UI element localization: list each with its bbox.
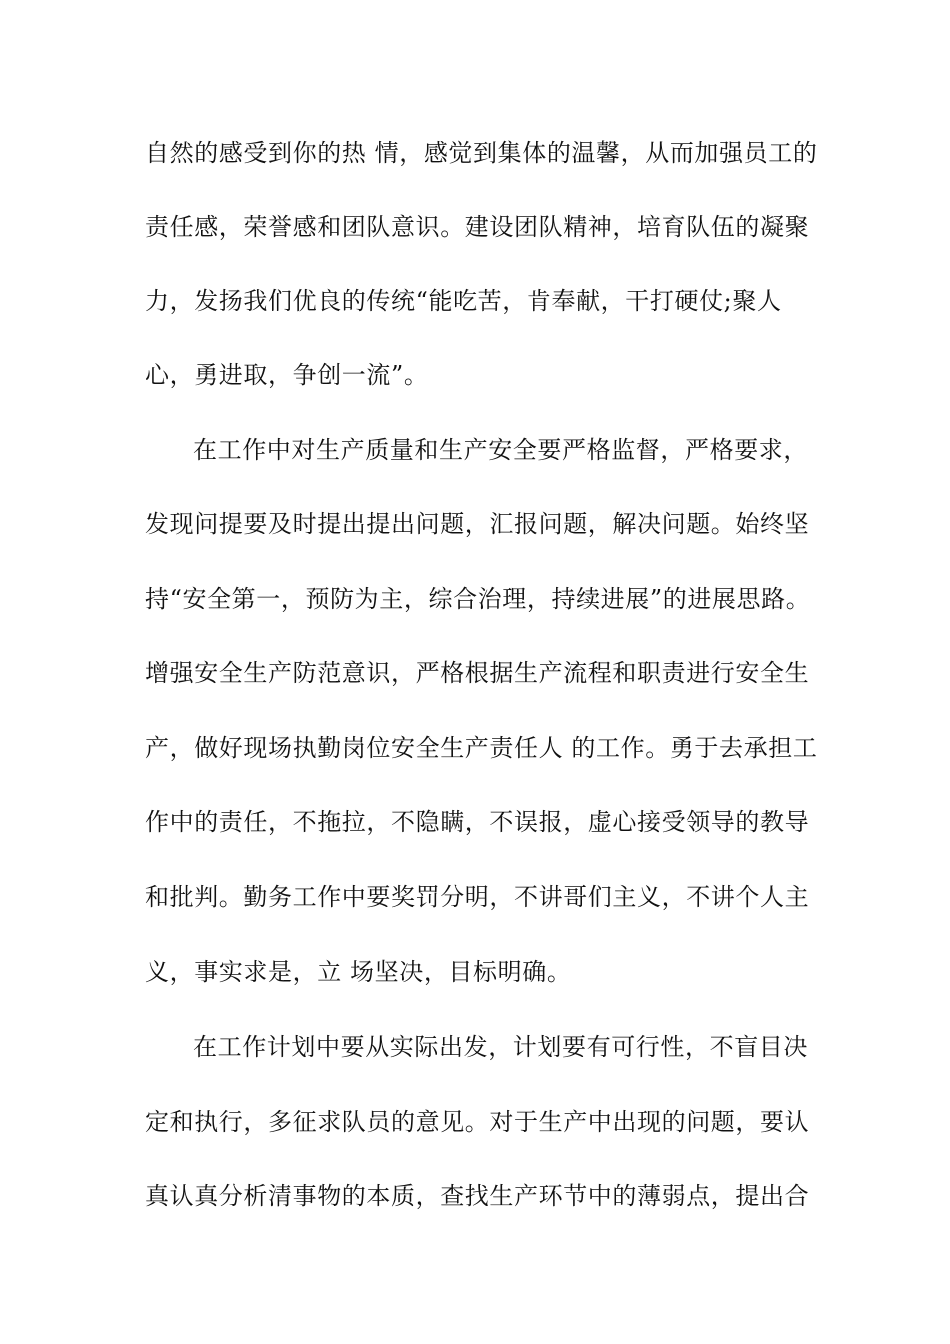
body-text-line: 产，做好现场执勤岗位安全生产责任人 的工作。勇于去承担工 <box>145 734 818 762</box>
body-text-line: 义，事实求是，立 场坚决，目标明确。 <box>145 958 572 986</box>
body-text-line: 增强安全生产防范意识，严格根据生产流程和职责进行安全生 <box>145 659 810 687</box>
body-text-line: 责任感，荣誉感和团队意识。建设团队精神，培育队伍的凝聚 <box>145 213 810 241</box>
body-text-line: 力，发扬我们优良的传统“能吃苦，肯奉献，干打硬仗;聚人 <box>145 287 782 315</box>
paragraph-first-line: 在工作计划中要从实际出发，计划要有可行性，不盲目决 <box>193 1033 808 1061</box>
body-text-line: 定和执行，多征求队员的意见。对于生产中出现的问题，要认 <box>145 1108 810 1136</box>
body-text-line: 持“安全第一，预防为主，综合治理，持续进展”的进展思路。 <box>145 585 811 613</box>
body-text-line: 和批判。勤务工作中要奖罚分明，不讲哥们主义，不讲个人主 <box>145 883 810 911</box>
paragraph-first-line: 在工作中对生产质量和生产安全要严格监督，严格要求， <box>193 436 808 464</box>
body-text-line: 心，勇进取，争创一流”。 <box>145 361 429 389</box>
body-text-line: 发现问提要及时提出提出问题，汇报问题，解决问题。始终坚 <box>145 510 810 538</box>
body-text-line: 真认真分析清事物的本质，查找生产环节中的薄弱点，提出合 <box>145 1182 810 1210</box>
body-text-line: 作中的责任，不拖拉，不隐瞒，不误报，虚心接受领导的教导 <box>145 808 810 836</box>
body-text-line: 自然的感受到你的热 情，感觉到集体的温馨，从而加强员工的 <box>145 139 818 167</box>
